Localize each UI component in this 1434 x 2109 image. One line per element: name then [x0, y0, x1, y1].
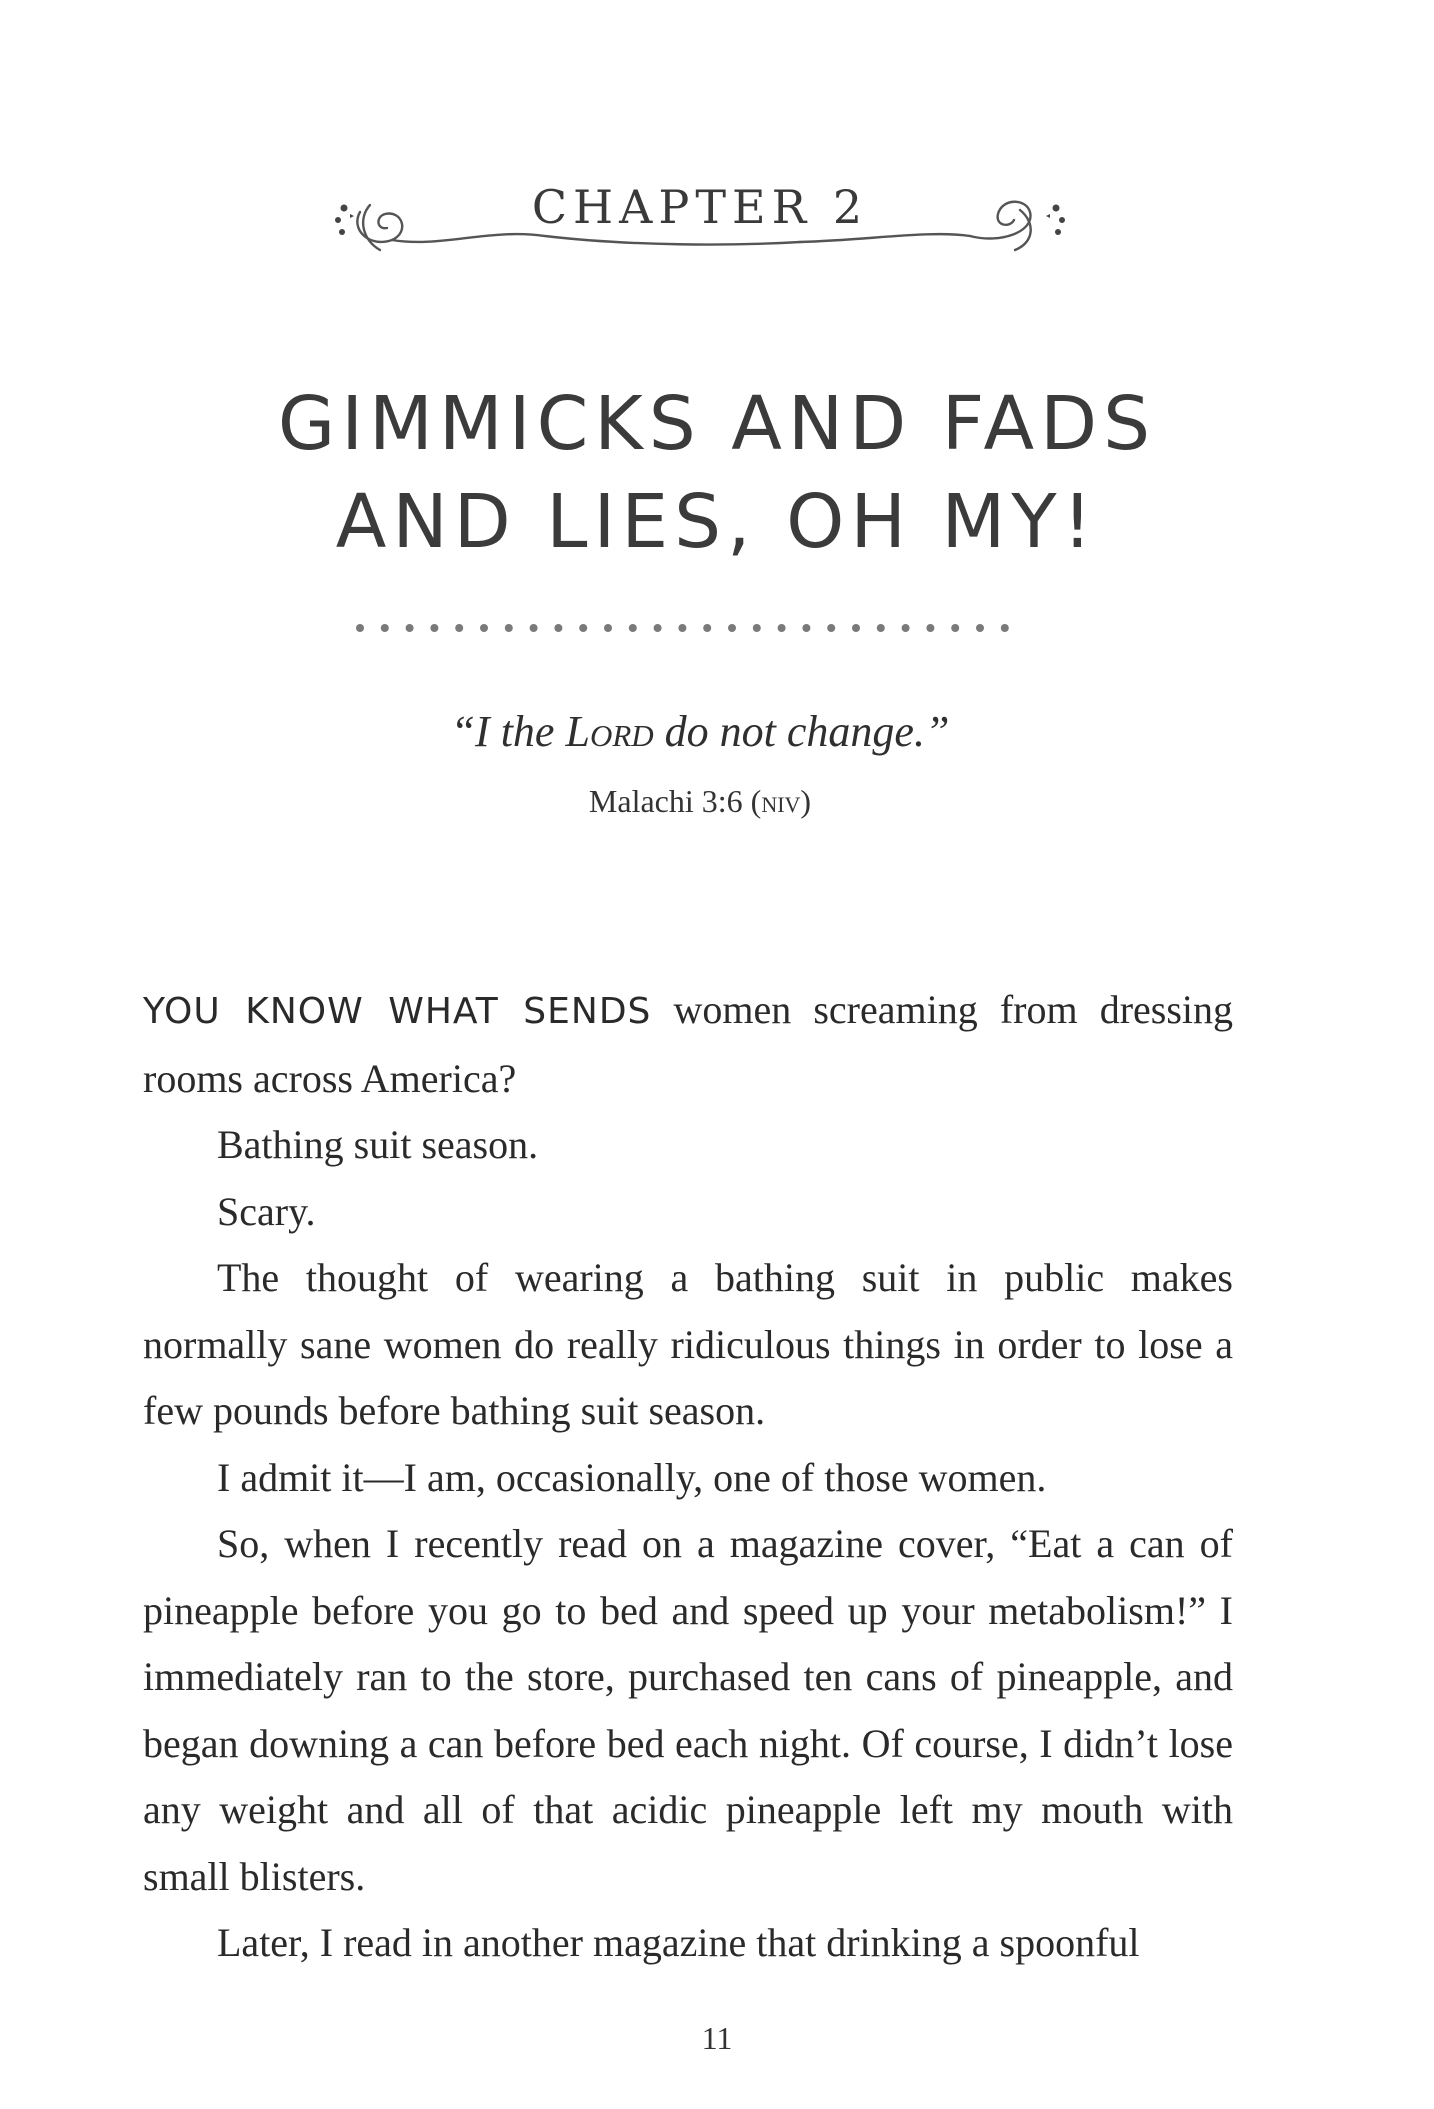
chapter-ornament	[330, 170, 1070, 280]
divider-dot	[554, 624, 562, 632]
paragraph-5: I admit it—I am, occasionally, one of those women.	[217, 1454, 1047, 1500]
divider-dot	[728, 624, 736, 632]
epigraph-ref-version: niv	[761, 783, 801, 819]
divider-dot	[381, 624, 389, 632]
divider-dot	[530, 624, 538, 632]
divider-dot	[926, 624, 934, 632]
chapter-title	[160, 375, 1274, 571]
divider-dot	[505, 624, 513, 632]
divider-dot	[877, 624, 885, 632]
divider-dot	[1001, 624, 1009, 632]
divider-dot	[827, 624, 835, 632]
paragraph-2: Bathing suit season.	[217, 1122, 539, 1167]
lead-in-caps: YOU KNOW WHAT SENDS	[143, 991, 652, 1032]
divider-dot	[480, 624, 488, 632]
paragraph-1	[143, 977, 1233, 1112]
paragraph-1-text: women screaming from dressing rooms across America?	[143, 987, 1234, 1101]
divider-dot	[976, 624, 984, 632]
chapter-label: CHAPTER 2	[531, 180, 869, 234]
divider-dot	[852, 624, 860, 632]
divider-dot	[802, 624, 810, 632]
divider-dot	[629, 624, 637, 632]
divider-dot	[455, 624, 463, 632]
page-number: 11	[701, 2020, 733, 2056]
dotted-divider	[355, 618, 1015, 638]
paragraph-4: The thought of wearing a bathing suit in public makes normally sane women do really ridiculous things in order to lose a few pounds before bathing suit season.	[143, 1255, 1233, 1433]
paragraph-6: So, when I recently read on a magazine cover, “Eat a can of pineapple before you go to bed and speed up your metabolism!” I immediately ran to the store, purchased ten cans of pineapple, and began downing a can before bed each night. Of course, I didn’t lose any weight and all of that acidic pineapple left my mouth with small blisters.	[143, 1521, 1233, 1899]
divider-dot	[678, 624, 686, 632]
divider-dot	[356, 624, 364, 632]
divider-dot	[951, 624, 959, 632]
chapter-title-line-2: AND LIES, OH MY!	[335, 479, 1099, 565]
divider-dot	[703, 624, 711, 632]
divider-dot	[406, 624, 414, 632]
divider-dot	[579, 624, 587, 632]
divider-dot	[654, 624, 662, 632]
divider-dot	[430, 624, 438, 632]
body-text	[143, 977, 1233, 1977]
epigraph-ref-close: )	[800, 783, 812, 819]
epigraph-quote-end: do not change.”	[653, 707, 950, 756]
epigraph-quote	[200, 706, 1200, 757]
epigraph-reference	[200, 783, 1200, 820]
divider-dot	[778, 624, 786, 632]
chapter-title-line-1: GIMMICKS AND FADS	[277, 381, 1157, 467]
divider-dot	[902, 624, 910, 632]
paragraph-3: Scary.	[217, 1188, 316, 1234]
divider-dot	[604, 624, 612, 632]
epigraph-quote-start: “I the	[450, 707, 566, 756]
divider-dot	[753, 624, 761, 632]
paragraph-7: Later, I read in another magazine that drinking a spoonful	[217, 1920, 1140, 1965]
epigraph-lord-smallcaps: Lord	[565, 707, 654, 756]
epigraph-ref-book: Malachi 3:6 (	[588, 783, 762, 819]
